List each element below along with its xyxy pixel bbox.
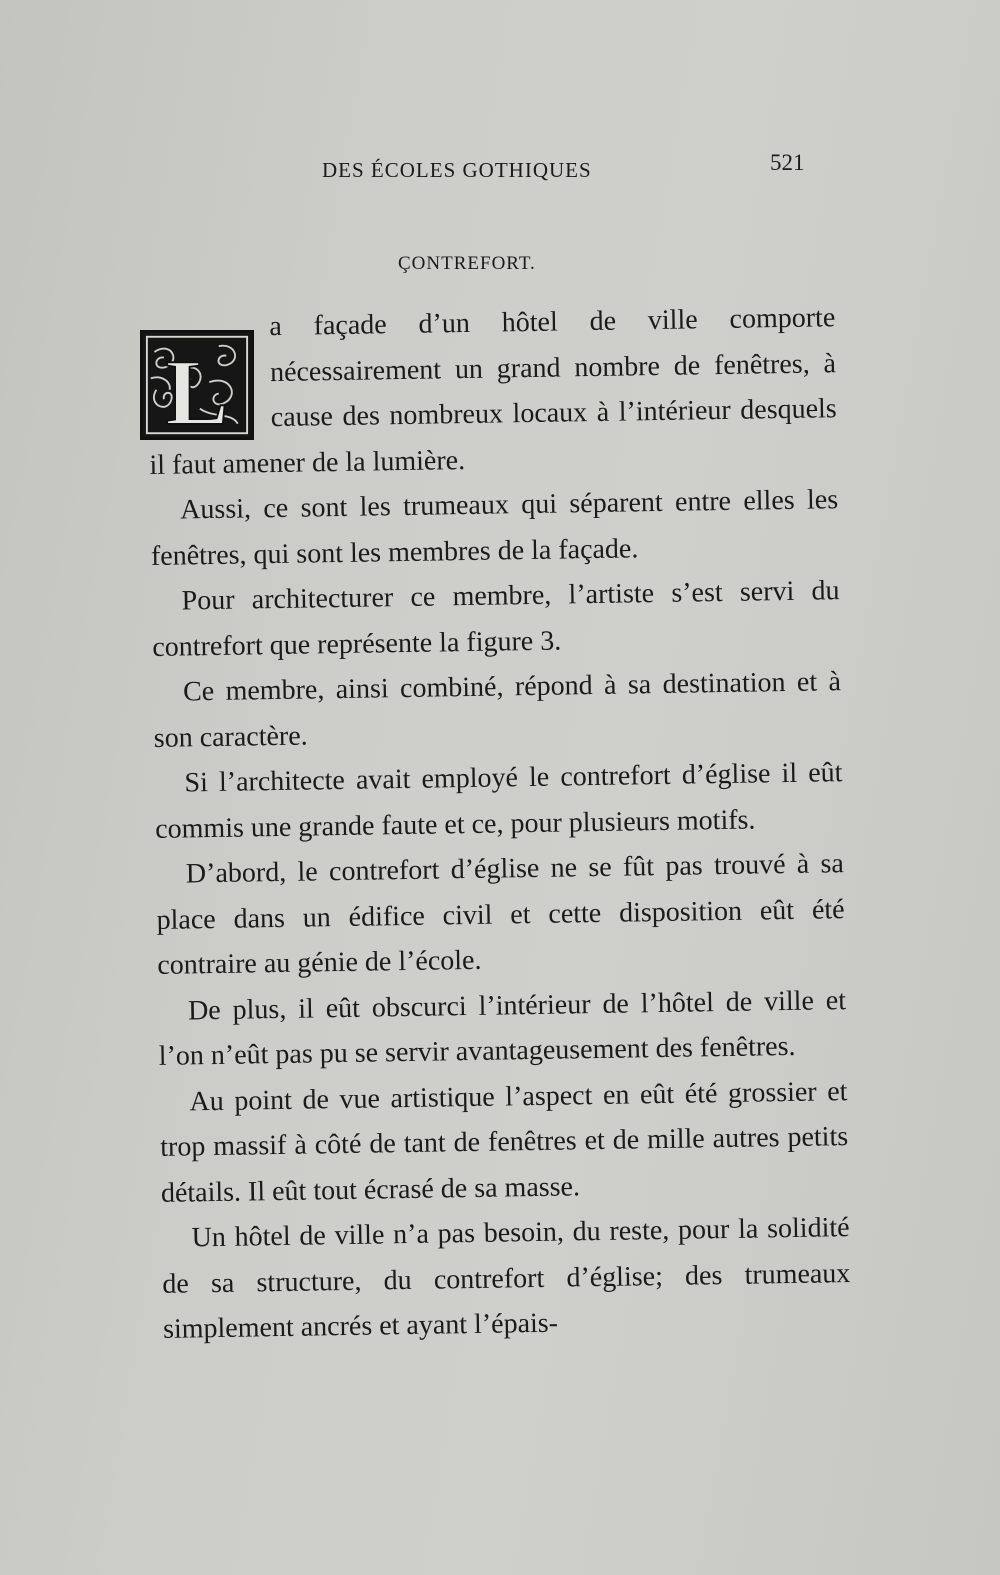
paragraph-4: Ce membre, ainsi combiné, répond à sa destination et à son caractère.: [153, 666, 842, 754]
paragraph-3: Pour architecturer ce membre, l’artiste s’est servi du contrefort que représente la figure 3.: [152, 575, 840, 663]
paragraph-6: D’abord, le contrefort d’église ne se fût pas trouvé à sa place dans un édifice civil et cette disposition eût été contraire au génie de l’école.: [156, 848, 845, 981]
body-text: [147, 295, 851, 1352]
paragraph-7: De plus, il eût obscurci l’intérieur de l’hôtel de ville et l’on n’eût pas pu se servir avantageusement des fenêtres.: [158, 984, 847, 1072]
running-title: DES ÉCOLES GOTHIQUES: [322, 158, 592, 182]
paragraph-1: a façade d’un hôtel de ville comporte nécessairement un grand nombre de fenêtres, à cause des nombreux locaux à l’intérieur desquels il faut amener de la lumière.: [149, 302, 837, 481]
page-header: [322, 150, 822, 190]
paragraph-9: Un hôtel de ville n’a pas besoin, du reste, pour la solidité de sa structure, du contrefort d’église; des trumeaux simplement ancrés et ayant l’épais-: [162, 1212, 851, 1345]
section-title: ÇONTREFORT.: [398, 253, 536, 274]
paragraph-5: Si l’architecte avait employé le contrefort d’église il eût commis une grande faute et ce, pour plusieurs motifs.: [154, 757, 843, 845]
page-number: 521: [770, 150, 805, 175]
dropcap-letter: L: [165, 340, 229, 437]
paragraph-2: Aussi, ce sont les trumeaux qui séparent entre elles les fenêtres, qui sont les membres de la façade.: [150, 484, 839, 572]
paragraph-8: Au point de vue artistique l’aspect en eût été grossier et trop massif à côté de tant de fenêtres et de mille autres petits détails. Il eût tout écrasé de sa masse.: [159, 1075, 849, 1209]
